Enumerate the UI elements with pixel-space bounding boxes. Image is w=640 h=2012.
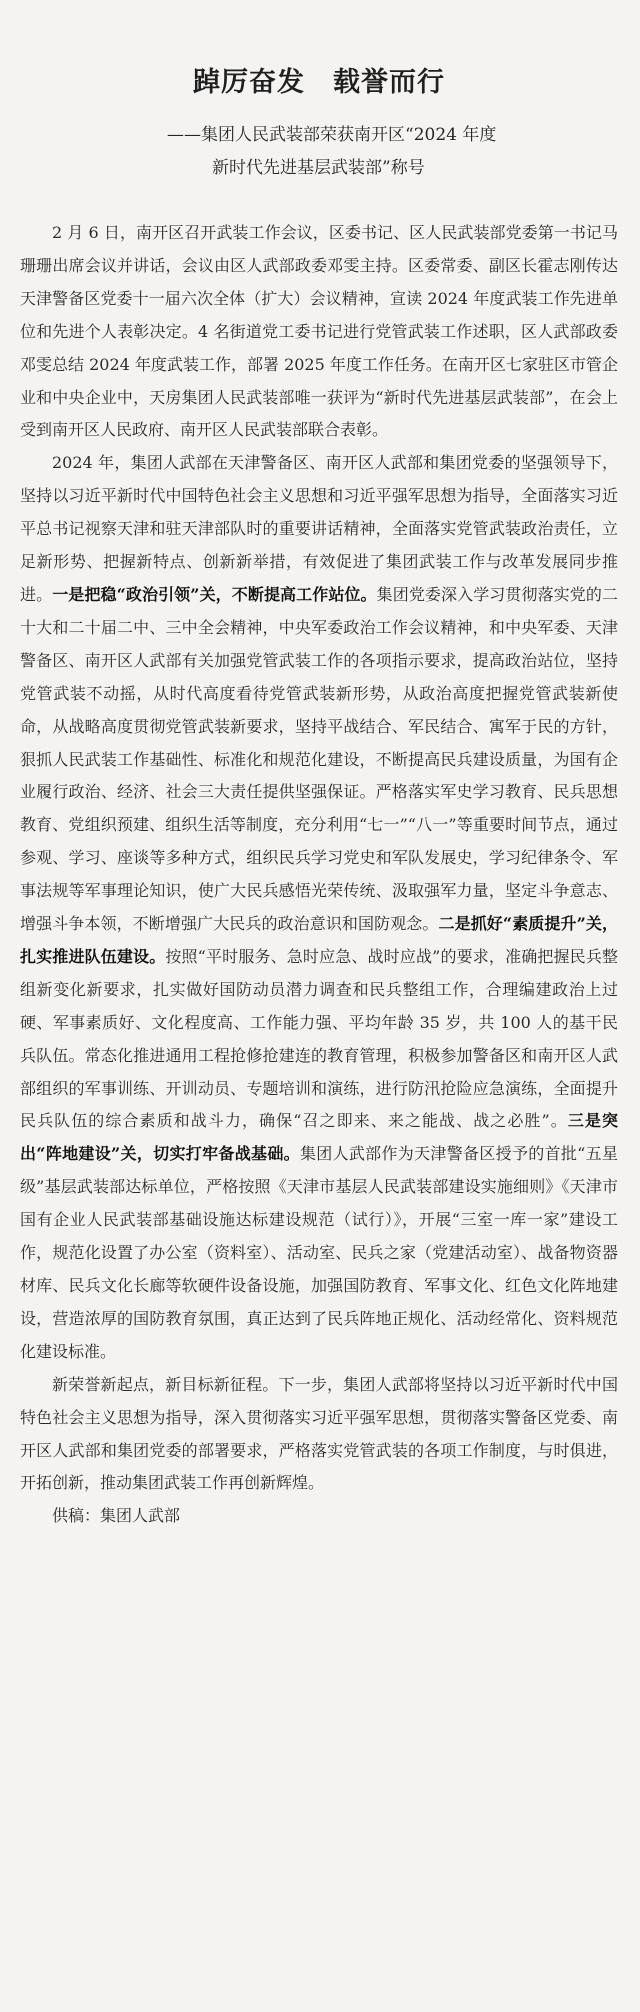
summary-intro-text: 2024 年，集团人武部在天津警备区、南开区人武部和集团党委的坚强领导下，坚持以习近平新时代中国特色社会主义思想和习近平强军思想为指导，全面落实习近平总书记视察天津和驻天津部队时的重要讲话精神，全面落实党管武装政治责任，立足新形势、把握新特点、创新新举措，有效促进了集团武装工作与改革发展同步推进。: [20, 453, 618, 604]
subtitle-line-1: ——集团人民武装部荣获南开区“2024 年度: [167, 125, 497, 145]
point-one-heading: 一是把稳“政治引领”关，不断提高工作站位。: [52, 584, 377, 604]
point-one-text: 集团党委深入学习贯彻落实党的二十大和二十届二中、三中全会精神，中央军委政治工作会议精神，和中央军委、天津警备区、南开区人武部有关加强党管武装工作的各项指示要求，提高政治站位，坚持党管武装不动摇，从时代高度看待党管武装新形势，从政治高度把握党管武装新使命，从战略高度贯彻党管武装新要求，坚持平战结合、军民结合、寓军于民的方针，狠抓人民武装工作基础性、标准化和规范化建设，不断提高民兵建设质量，为国有企业履行政治、经济、社会三大责任提供坚强保证。严格落实军史学习教育、民兵思想教育、党组织预建、组织生活等制度，充分利用“七一”“八一”等重要时间节点，通过参观、学习、座谈等多种方式，组织民兵学习党史和军队发展史，学习纪律条令、军事法规等军事理论知识，使广大民兵感悟光荣传统、汲取强军力量，坚定斗争意志、增强斗争本领，不断增强广大民兵的政治意识和国防观念。: [20, 584, 618, 934]
article-title: 踔厉奋发 载誉而行: [193, 67, 445, 98]
point-three-heading: 三是突出“阵地建设”关，切实打牢备战基础。: [20, 1111, 618, 1164]
article-subtitle: [167, 119, 618, 185]
point-two-heading: 二是抓好“素质提升”关，扎实推进队伍建设。: [20, 914, 618, 966]
point-two-text: 按照“平时服务、急时应急、战时应战”的要求，准确把握民兵整组新变化新要求，扎实做好国防动员潜力调查和民兵整组工作，合理编建政治上过硬、军事素质好、文化程度高、工作能力强、平均年龄 35 岁，共 100 人的基干民兵队伍。常态化推进通用工程抢修抢建连的教育管理，积极参加警备区和南开区人武部组织的军事训练、开训动员、专题培训和演练，进行防汛抢险应急演练，全面提升民兵队伍的综合素质和战斗力，确保“召之即来、来之能战、战之必胜”。: [20, 946, 618, 1131]
paragraph-work-summary: [20, 447, 618, 1368]
point-three-text: 集团人武部作为天津警备区授予的首批“五星级”基层武装部达标单位，严格按照《天津市基层人民武装部建设实施细则》《天津市国有企业人民武装部基础设施达标建设规范（试行）》，开展“三室一库一家”建设工作，规范化设置了办公室（资料室）、活动室、民兵之家（党建活动室）、战备物资器材库、民兵文化长廊等软硬件设备设施，加强国防教育、军事文化、红色文化阵地建设，营造浓厚的国防教育氛围，真正达到了民兵阵地正规化、活动经常化、资料规范化建设标准。: [20, 1144, 618, 1361]
paragraph-outlook: 新荣誉新起点，新目标新征程。下一步，集团人武部将坚持以习近平新时代中国特色社会主义思想为指导，深入贯彻落实习近平强军思想，贯彻落实警备区党委、南开区人武部和集团党委的部署要求，严格落实党管武装的各项工作制度，与时俱进，开拓创新，推动集团武装工作再创新辉煌。: [20, 1374, 618, 1493]
supplied-by: 供稿：集团人武部: [52, 1506, 181, 1526]
subtitle-line-2: 新时代先进基层武装部”称号: [212, 158, 425, 178]
article-body: [20, 217, 618, 1533]
paragraph-meeting: 2 月 6 日，南开区召开武装工作会议，区委书记、区人民武装部党委第一书记马珊珊出席会议并讲话，会议由区人武部政委邓雯主持。区委常委、副区长霍志刚传达天津警备区党委十一届六次全体（扩大）会议精神，宣读 2024 年度武装工作先进单位和先进个人表彰决定。4 名街道党工委书记进行党管武装工作述职，区人武部政委邓雯总结 2024 年度武装工作，部署 2025 年度工作任务。在南开区七家驻区市管企业和中央企业中，天房集团人民武装部唯一获评为“新时代先进基层武装部”，在会上受到南开区人民政府、南开区人民武装部联合表彰。: [20, 223, 618, 440]
